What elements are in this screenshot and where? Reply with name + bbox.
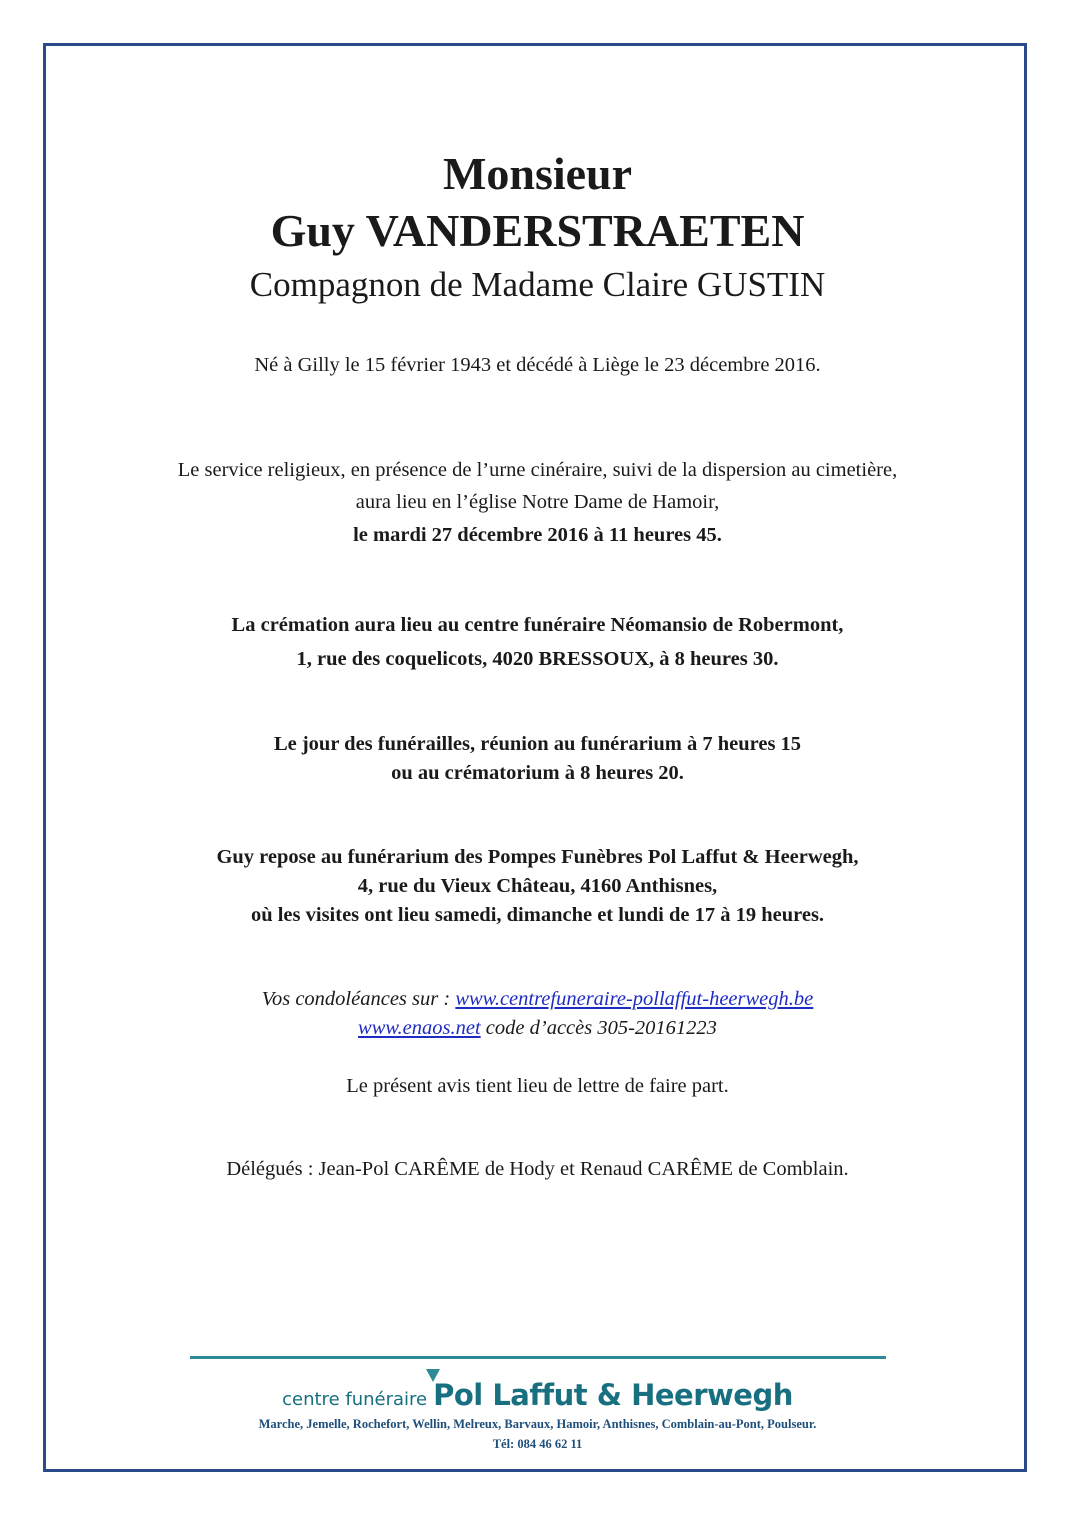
rest-line-1: Guy repose au funérarium des Pompes Funèbres Pol Laffut & Heerwegh, [216, 846, 859, 868]
condolences-prefix: Vos condoléances sur : [261, 988, 456, 1010]
condolences-line-1 [0, 985, 1075, 1013]
meeting-line-1: Le jour des funérailles, réunion au funérarium à 7 heures 15 [273, 733, 802, 755]
company-logo [0, 1378, 1075, 1412]
logo-name: Pol Laffut & Heerwegh [433, 1378, 793, 1412]
meeting-line-2: ou au crématorium à 8 heures 20. [391, 762, 684, 784]
birth-death-line: Né à Gilly le 15 février 1943 et décédé à Liège le 23 décembre 2016. [254, 354, 821, 376]
rest-line-2: 4, rue du Vieux Château, 4160 Anthisnes, [357, 875, 718, 897]
footer-locations: Marche, Jemelle, Rochefort, Wellin, Melreux, Barvaux, Hamoir, Anthisnes, Comblain-au-Pont, Poulseur. [258, 1417, 817, 1431]
service-line-2: aura lieu en l’église Notre Dame de Hamoir, [355, 491, 720, 513]
delegates-line: Délégués : Jean-Pol CARÊME de Hody et Renaud CARÊME de Comblain. [226, 1158, 849, 1180]
relation-line: Compagnon de Madame Claire GUSTIN [249, 265, 826, 304]
deceased-name: Guy VANDERSTRAETEN [270, 205, 805, 256]
salutation: Monsieur [442, 148, 633, 199]
cremation-line-1: La crémation aura lieu au centre funéraire Néomansio de Robermont, [231, 614, 844, 636]
footer-phone: Tél: 084 46 62 11 [492, 1437, 583, 1451]
rest-line-3: où les visites ont lieu samedi, dimanche et lundi de 17 à 19 heures. [250, 904, 825, 926]
logo-subtitle: centre funéraire [282, 1389, 428, 1410]
cremation-line-2: 1, rue des coquelicots, 4020 BRESSOUX, à 8 heures 30. [296, 648, 779, 670]
service-line-1: Le service religieux, en présence de l’urne cinéraire, suivi de la dispersion au cimetière, [177, 459, 898, 481]
enaos-link[interactable]: www.enaos.net [358, 1017, 481, 1039]
service-date: le mardi 27 décembre 2016 à 11 heures 45. [353, 524, 722, 546]
footer-divider [190, 1356, 886, 1359]
condolences-website-link[interactable]: www.centrefuneraire-pollaffut-heerwegh.be [455, 988, 814, 1010]
faire-part-line: Le présent avis tient lieu de lettre de faire part. [346, 1075, 729, 1097]
access-code: code d’accès 305-20161223 [480, 1017, 717, 1039]
condolences-line-2 [0, 1014, 1075, 1042]
